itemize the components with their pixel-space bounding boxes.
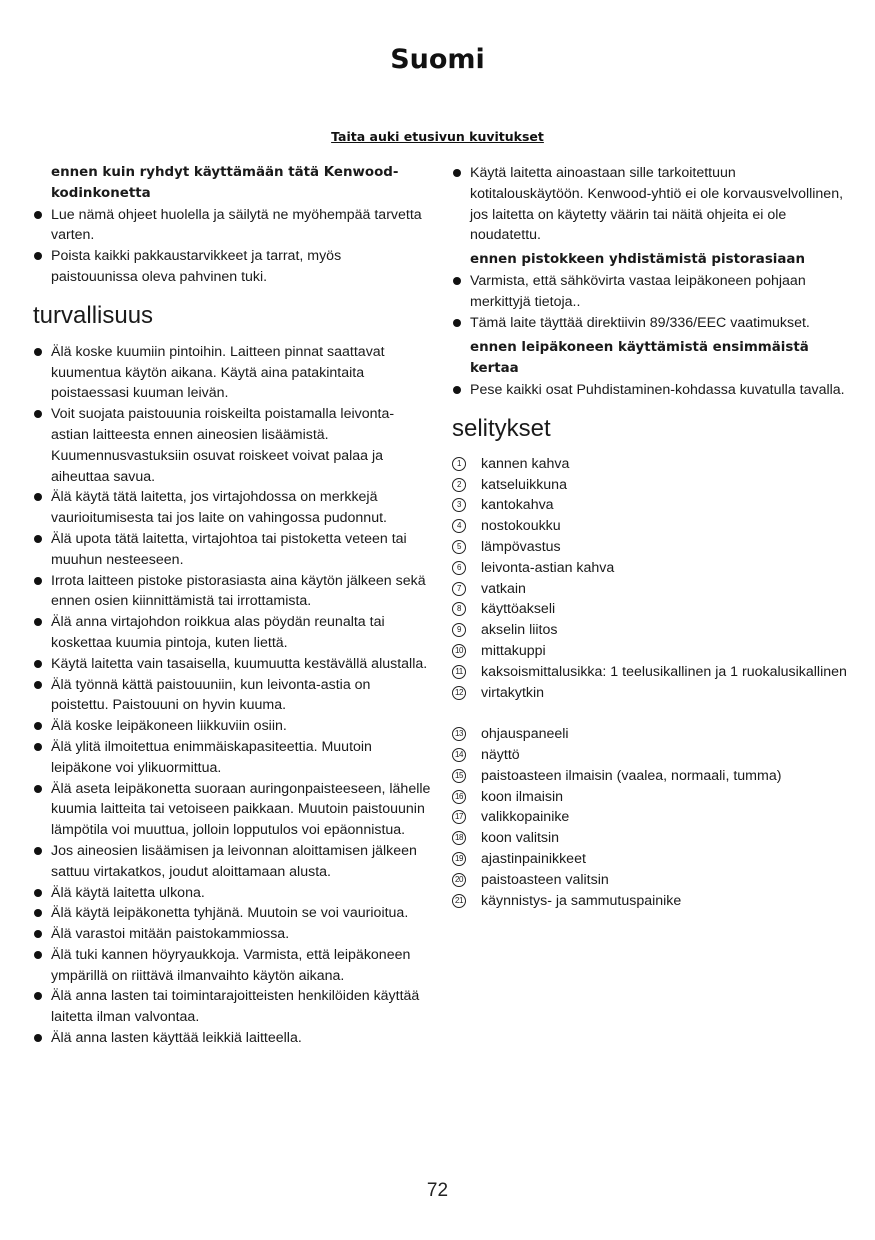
part-item [452,891,847,912]
part-label: käyttöakseli [481,601,556,618]
list-item: Älä koske kuumiin pintoihin. Laitteen pinnat saattavat kuumentua käytön aikana. Käytä aina patakintaita poistaessasi kuuman leivän. [33,342,431,404]
part-label: koon valitsin [481,830,560,847]
part-label: ajastinpainikkeet [481,850,586,867]
list-item: Älä ylitä ilmoitettua enimmäiskapasiteettia. Muutoin leipäkone voi ylikuormittua. [33,737,431,779]
part-number-circle: 18 [452,831,466,845]
list-item: Älä anna virtajohdon roikkua alas pöydän reunalta tai koskettaa kuumia pintoja, kuten liettä. [33,612,431,654]
page-number: 72 [426,1180,449,1201]
part-number-circle: 13 [452,727,466,741]
part-label: koon ilmaisin [481,788,564,805]
part-label: lämpövastus [481,538,561,555]
part-item [452,683,847,704]
list-item: Älä anna lasten tai toimintarajoitteisten henkilöiden käyttää laitetta ilman valvontaa. [33,986,431,1028]
left-column [33,163,431,1049]
part-label: kaksoismittalusikka: 1 teelusikallinen ja 1 ruokalusikallinen [481,663,847,680]
part-label: käynnistys- ja sammutuspainike [481,892,682,909]
part-number-circle: 2 [452,478,466,492]
safety-heading: turvallisuus [33,301,154,329]
part-number-circle: 7 [452,582,466,596]
usage-list [452,163,847,246]
intro-heading: ennen kuin ryhdyt käyttämään tätä Kenwood-kodinkonetta [51,165,399,201]
part-item [452,766,847,787]
list-item: Älä koske leipäkoneen liikkuviin osiin. [33,716,431,737]
part-label: akselin liitos [481,622,558,639]
part-item [452,599,847,620]
parts-heading: selitykset [452,414,551,442]
part-number-circle: 20 [452,873,466,887]
part-label: kannen kahva [481,455,570,472]
part-number-circle: 11 [452,665,466,679]
part-number-circle: 8 [452,602,466,616]
part-label: leivonta-astian kahva [481,559,615,576]
list-item: Tämä laite täyttää direktiivin 89/336/EEC vaatimukset. [452,313,847,334]
first-use-heading: ennen leipäkoneen käyttämistä ensimmäistä kertaa [470,340,809,377]
part-label: näyttö [481,746,520,763]
list-item: Käytä laitetta vain tasaisella, kuumuutta kestävällä alustalla. [33,654,431,675]
part-number-circle: 15 [452,769,466,783]
part-number-circle: 3 [452,498,466,512]
list-item: Älä käytä leipäkonetta tyhjänä. Muutoin se voi vaurioitua. [33,903,431,924]
list-item: Älä upota tätä laitetta, virtajohtoa tai pistoketta veteen tai muuhun nesteeseen. [33,529,431,571]
part-label: kantokahva [481,497,554,514]
part-label: valikkopainike [481,809,570,826]
part-item [452,828,847,849]
intro-list [33,205,431,288]
part-label: nostokoukku [481,518,561,535]
part-item [452,579,847,600]
part-label: paistoasteen valitsin [481,871,609,888]
list-item: Pese kaikki osat Puhdistaminen-kohdassa kuvatulla tavalla. [452,380,847,401]
part-number-circle: 4 [452,519,466,533]
parts-list [452,454,847,912]
list-item: Älä anna lasten käyttää leikkiä laitteella. [33,1028,431,1049]
part-label: katseluikkuna [481,476,567,493]
first-use-list [452,380,847,401]
plug-list [452,271,847,333]
part-item [452,454,847,475]
part-item [452,620,847,641]
part-item [452,849,847,870]
part-number-circle: 19 [452,852,466,866]
part-item [452,516,847,537]
list-item: Älä käytä laitetta ulkona. [33,883,431,904]
right-column [452,163,847,911]
list-item: Poista kaikki pakkaustarvikkeet ja tarrat, myös paistouunissa oleva pahvinen tuki. [33,246,431,288]
part-number-circle: 21 [452,894,466,908]
part-item [452,724,847,745]
list-item: Älä työnnä kättä paistouuniin, kun leivonta-astia on poistettu. Paistouuni on hyvin kuuma. [33,675,431,717]
part-number-circle: 14 [452,748,466,762]
part-item [452,558,847,579]
part-number-circle: 9 [452,623,466,637]
part-number-circle: 6 [452,561,466,575]
list-item: Älä varastoi mitään paistokammiossa. [33,924,431,945]
part-label: paistoasteen ilmaisin (vaalea, normaali, tumma) [481,767,782,784]
list-item: Voit suojata paistouunia roiskeilta poistamalla leivonta-astian laitteesta ennen aineosien lisäämistä. Kuumennusvastuksiin osuvat roiskeet voivat palaa ja aiheuttaa savua. [33,404,431,487]
part-item [452,787,847,808]
part-item [452,807,847,828]
list-item: Varmista, että sähkövirta vastaa leipäkoneen pohjaan merkittyjä tietoja.. [452,271,847,313]
part-number-circle: 1 [452,457,466,471]
part-item [452,662,847,683]
part-item [452,495,847,516]
list-item: Älä tuki kannen höyryaukkoja. Varmista, että leipäkoneen ympärillä on riittävä ilmanvaihto käytön aikana. [33,945,431,987]
safety-list [33,342,431,1049]
list-item: Irrota laitteen pistoke pistorasiasta aina käytön jälkeen sekä ennen osien kiinnittämistä tai irrottamista. [33,571,431,613]
fold-out-note: Taita auki etusivun kuvitukset [331,129,544,144]
part-label: virtakytkin [481,684,545,701]
list-item: Käytä laitetta ainoastaan sille tarkoitettuun kotitalouskäytöön. Kenwood-yhtiö ei ole korvausvelvollinen, jos laitetta on käytetty väärin tai näitä ohjeita ei ole noudatettu. [452,163,847,246]
part-item [452,537,847,558]
part-label: ohjauspaneeli [481,726,569,743]
list-item: Älä aseta leipäkonetta suoraan auringonpaisteeseen, lähelle kuumia laitteita tai vetoiseen paikkaan. Muutoin paistouunin lämpötila voi muuttua, jolloin lopputulos voi epäonnistua. [33,779,431,841]
list-item: Jos aineosien lisäämisen ja leivonnan aloittamisen jälkeen sattuu virtakatkos, joudut aloittamaan alusta. [33,841,431,883]
page-title: Suomi [390,44,485,75]
plug-heading: ennen pistokkeen yhdistämistä pistorasiaan [470,252,805,268]
part-label: vatkain [481,580,526,597]
part-number-circle: 5 [452,540,466,554]
part-number-circle: 10 [452,644,466,658]
list-item: Älä käytä tätä laitetta, jos virtajohdossa on merkkejä vaurioitumisesta tai jos laite on vahingossa pudonnut. [33,487,431,529]
part-number-circle: 17 [452,810,466,824]
part-item [452,641,847,662]
part-item [452,475,847,496]
part-label: mittakuppi [481,642,546,659]
part-number-circle: 12 [452,686,466,700]
part-number-circle: 16 [452,790,466,804]
part-item [452,870,847,891]
list-item: Lue nämä ohjeet huolella ja säilytä ne myöhempää tarvetta varten. [33,205,431,247]
part-item [452,745,847,766]
